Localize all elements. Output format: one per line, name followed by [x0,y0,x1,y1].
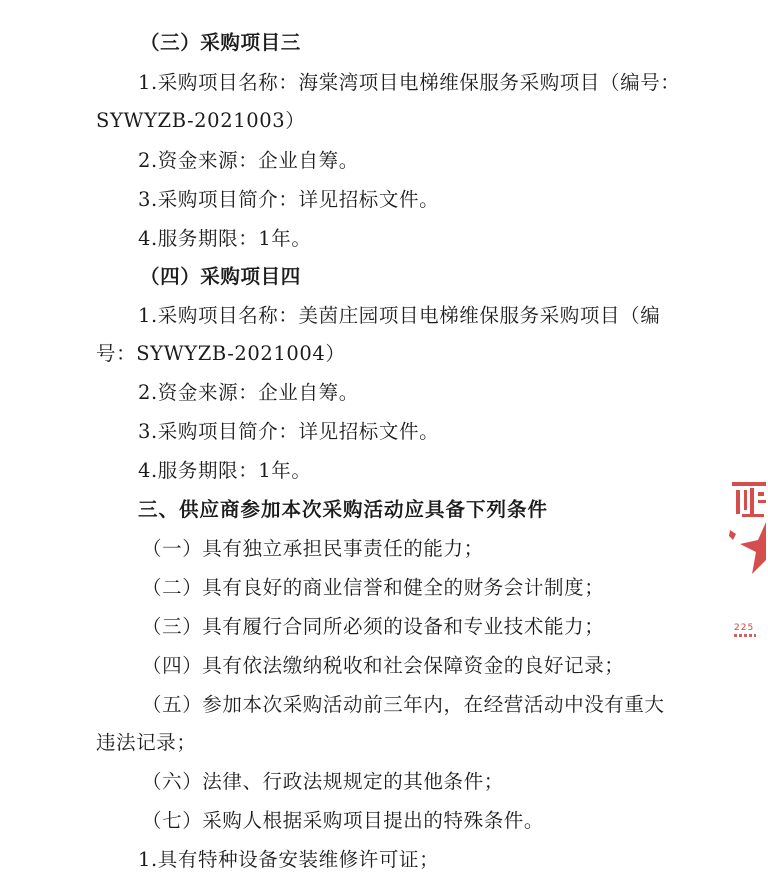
section-heading-requirements: 三、供应商参加本次采购活动应具备下列条件 [138,498,549,521]
requirement-6: （六）法律、行政法规规定的其他条件； [142,770,504,793]
requirement-2: （二）具有良好的商业信誉和健全的财务会计制度； [142,576,605,599]
project-3-name-line-2: SYWYZB-2021003） [96,109,306,132]
requirement-7: （七）采购人根据采购项目提出的特殊条件。 [142,809,545,832]
project-4-term: 4.服务期限：1年。 [138,459,312,482]
project-3-term: 4.服务期限：1年。 [138,227,312,250]
seal-fragment-marks [734,634,756,637]
project-4-name-line-1: 1.采购项目名称：美茵庄园项目电梯维保服务采购项目（编 [138,304,661,327]
requirement-1: （一）具有独立承担民事责任的能力； [142,537,484,560]
project-3-funding: 2.资金来源：企业自筹。 [138,149,359,172]
section-heading-project-4: （四）采购项目四 [140,265,301,288]
special-condition-1: 1.具有特种设备安装维修许可证； [138,848,440,871]
project-3-name-line-1: 1.采购项目名称：海棠湾项目电梯维保服务采购项目（编号： [138,71,681,94]
section-heading-project-3: （三）采购项目三 [140,31,301,54]
project-4-funding: 2.资金来源：企业自筹。 [138,381,359,404]
project-4-name-line-2: 号：SYWYZB-2021004） [96,342,346,365]
requirement-3: （三）具有履行合同所必须的设备和专业技术能力； [142,615,605,638]
red-seal-fragment [728,478,768,578]
requirement-5-line-1: （五）参加本次采购活动前三年内，在经营活动中没有重大 [142,693,665,716]
requirement-4: （四）具有依法缴纳税收和社会保障资金的良好记录； [142,654,625,677]
project-4-summary: 3.采购项目简介：详见招标文件。 [138,420,440,443]
project-3-summary: 3.采购项目简介：详见招标文件。 [138,188,440,211]
requirement-5-line-2: 违法记录； [96,731,197,754]
seal-fragment-digits: 225 [734,623,755,633]
